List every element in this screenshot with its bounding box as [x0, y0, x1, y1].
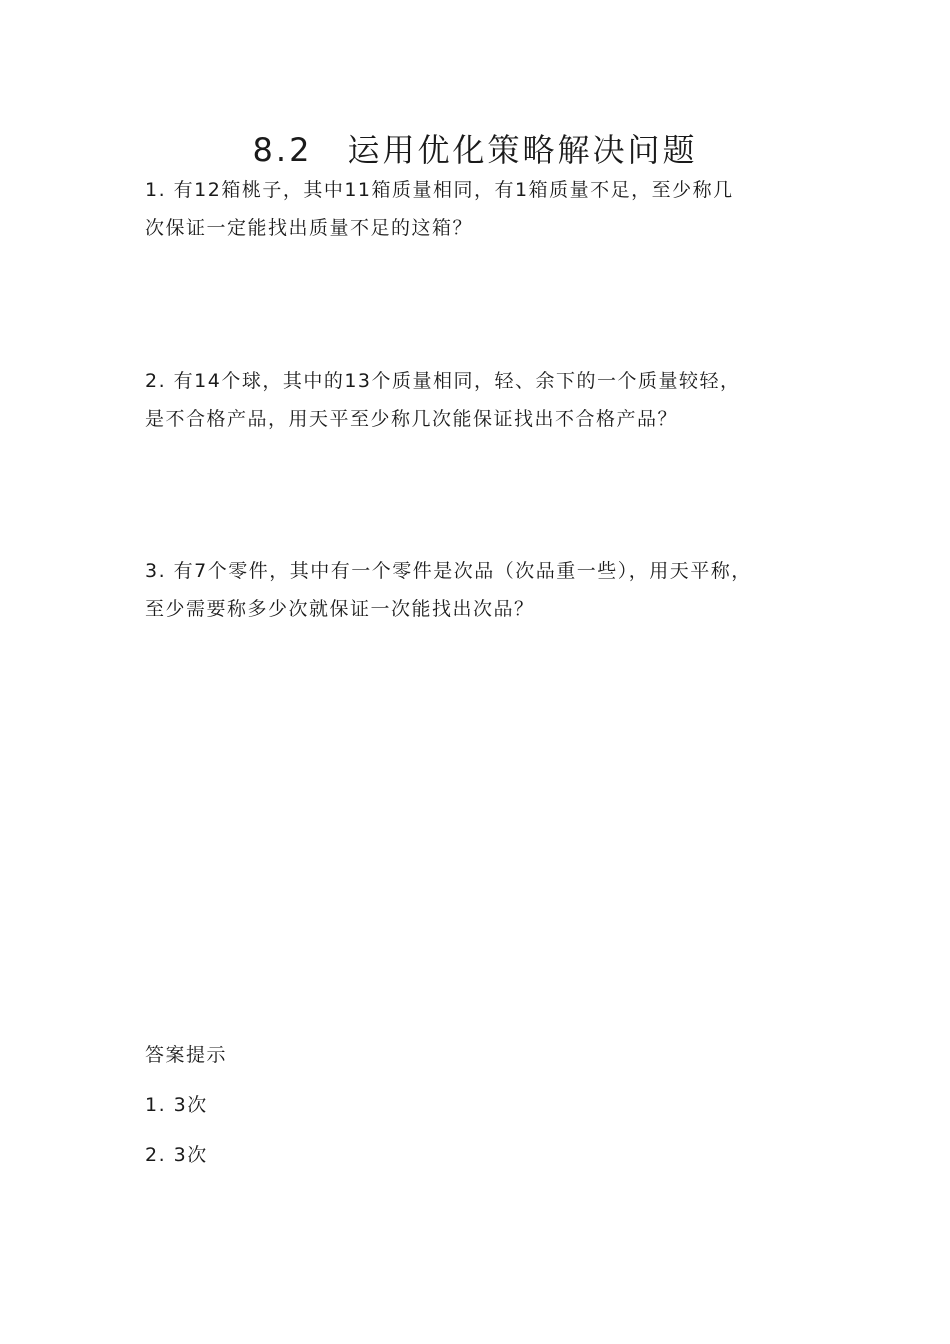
question-2-line-2: 是不合格产品，用天平至少称几次能保证找出不合格产品？	[145, 408, 679, 430]
question-3-line-1: 3. 有7个零件，其中有一个零件是次品（次品重一些），用天平称，	[145, 560, 752, 582]
answer-section	[145, 1036, 227, 1174]
answer-item-2: 2. 3次	[145, 1144, 208, 1166]
question-1	[145, 171, 835, 247]
question-1-line-1: 1. 有12箱桃子，其中11箱质量相同，有1箱质量不足，至少称几	[145, 179, 734, 201]
question-1-line-2: 次保证一定能找出质量不足的这箱？	[145, 217, 474, 239]
question-3	[145, 552, 835, 628]
page-title: 8.2 运用优化策略解决问题	[252, 131, 698, 169]
question-2	[145, 362, 835, 438]
question-3-line-2: 至少需要称多少次就保证一次能找出次品？	[145, 598, 535, 620]
question-2-line-1: 2. 有14个球，其中的13个质量相同，轻、余下的一个质量较轻，	[145, 370, 741, 392]
answer-item-1: 1. 3次	[145, 1094, 208, 1116]
answer-heading: 答案提示	[145, 1044, 228, 1066]
